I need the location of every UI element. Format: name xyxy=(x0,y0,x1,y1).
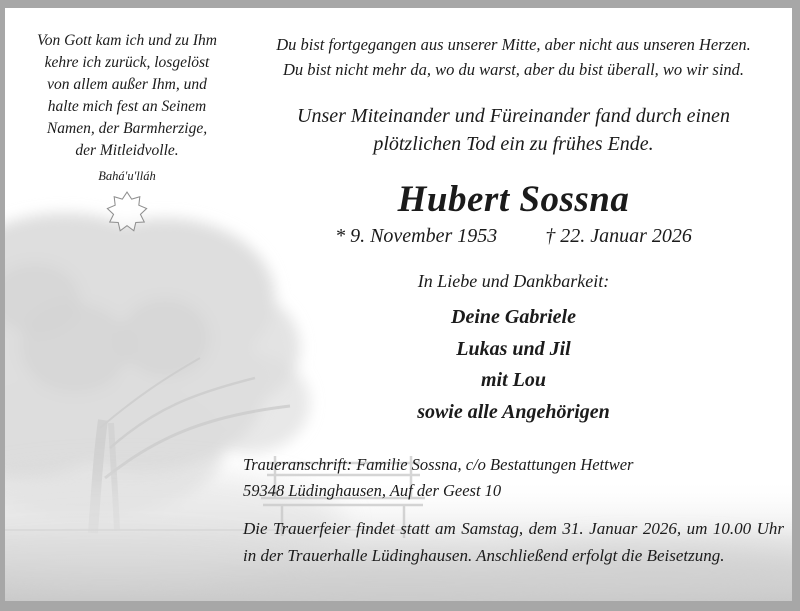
quote-line: der Mitleidvolle. xyxy=(75,142,179,159)
epigraph-line: Du bist fortgegangen aus unserer Mitte, aber nicht aus unseren Herzen. xyxy=(276,35,751,54)
epigraph xyxy=(243,32,784,82)
quote-line: halte mich fest an Seinem xyxy=(47,98,207,115)
condolence-address xyxy=(243,452,784,504)
obituary-column xyxy=(243,8,784,601)
address-line: Traueranschrift: Familie Sossna, c/o Bestattungen Hettwer xyxy=(243,455,634,474)
religious-quote xyxy=(13,30,241,162)
life-dates xyxy=(243,225,784,248)
address-line: 59348 Lüdinghausen, Auf der Geest 10 xyxy=(243,481,502,500)
quote-line: von allem außer Ihm, und xyxy=(47,76,207,93)
page xyxy=(5,8,792,601)
nine-pointed-star-icon xyxy=(106,191,148,233)
intro-line: plötzlichen Tod ein zu frühes Ende. xyxy=(373,133,654,155)
deceased-name: Hubert Sossna xyxy=(397,179,630,220)
mourner-line: mit Lou xyxy=(480,369,546,391)
quote-attribution: Bahá'u'lláh xyxy=(98,169,156,183)
quote-line: Namen, der Barmherzige, xyxy=(46,120,208,137)
mourner-line: sowie alle Angehörigen xyxy=(417,400,610,423)
tribute-heading: In Liebe und Dankbarkeit: xyxy=(417,271,610,291)
mourners-list xyxy=(243,302,784,428)
intro-statement xyxy=(243,102,784,158)
quote-line: kehre ich zurück, losgelöst xyxy=(44,54,210,71)
quote-line: Von Gott kam ich und zu Ihm xyxy=(37,32,217,49)
mourner-line: Lukas und Jil xyxy=(456,337,571,360)
funeral-announcement: Die Trauerfeier findet statt am Samstag, dem 31. Januar 2026, um 10.00 Uhr in der Trauerhalle Lüdinghausen. Anschließend erfolgt die Beisetzung. xyxy=(243,519,784,565)
quote-column xyxy=(13,30,241,238)
mourner-line: Deine Gabriele xyxy=(451,306,576,328)
star-symbol-container xyxy=(13,191,241,238)
intro-line: Unser Miteinander und Füreinander fand durch einen xyxy=(297,105,730,127)
birth-date: * 9. November 1953 xyxy=(335,225,498,247)
epigraph-line: Du bist nicht mehr da, wo du warst, aber du bist überall, wo wir sind. xyxy=(282,60,745,79)
death-date: † 22. Januar 2026 xyxy=(545,225,692,247)
